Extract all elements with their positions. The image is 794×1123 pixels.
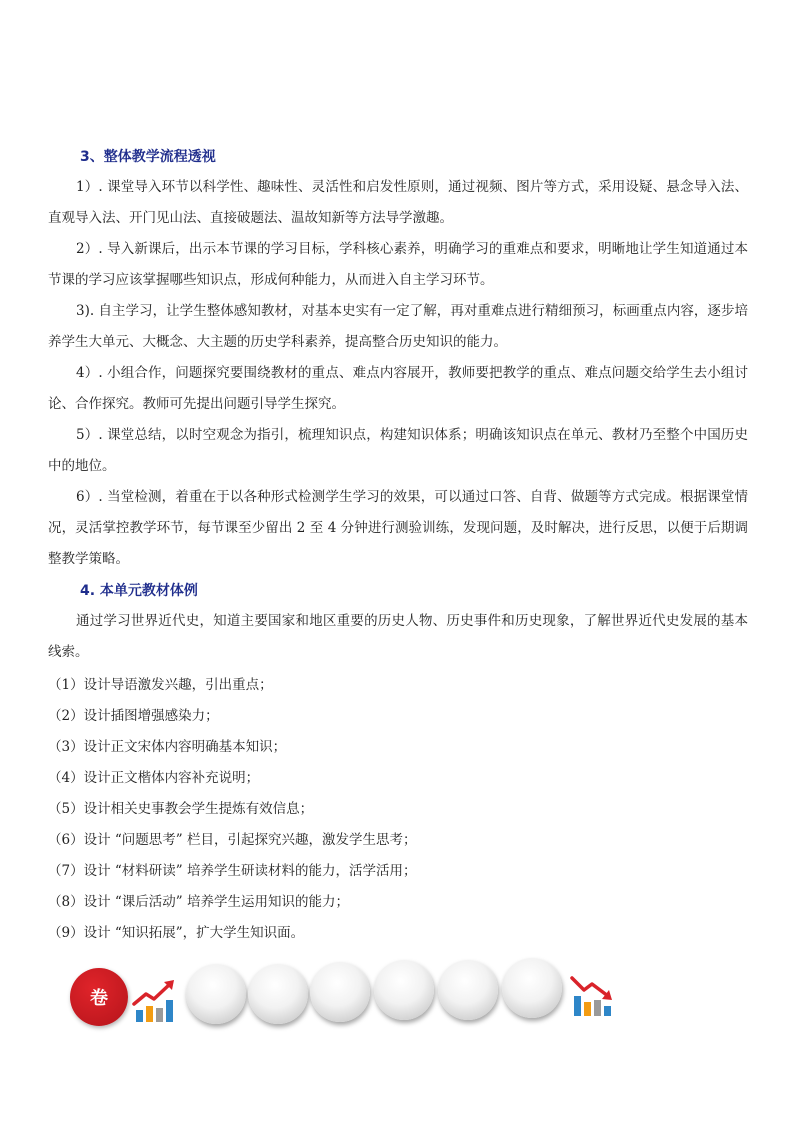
section-3-item-1: 1）. 课堂导入环节以科学性、趣味性、灵活性和启发性原则，通过视频、图片等方式，采用设疑、悬念导入法、直观导入法、开门见山法、直接破题法、温故知新等方法导学激趣。 [48,179,748,226]
section-3-item-6: 6）. 当堂检测，着重在于以各种形式检测学生学习的效果，可以通过口答、自背、做题等方式完成。根据课堂情况，灵活掌控教学环节，每节课至少留出 2 至 4 分钟进行测验训练，发现问题，及时解决，进行反思，以便于后期调整教学策略。 [48,489,748,567]
list-item: （9）设计 “知识拓展”，扩大学生知识面。 [48,925,305,941]
section-4-intro: 通过学习世界近代史，知道主要国家和地区重要的历史人物、历史事件和历史现象，了解世界近代史发展的基本线索。 [48,613,748,660]
trend-up-chart-icon [132,978,180,1026]
decorative-orb [438,960,498,1020]
decorative-banner [68,958,628,1030]
list-item: （5）设计相关史事教会学生提炼有效信息； [48,801,314,817]
decorative-orb [248,964,308,1024]
list-item: （7）设计 “材料研读” 培养学生研读材料的能力，活学活用； [48,863,417,879]
section-3-heading: 3、整体教学流程透视 [80,149,216,165]
list-item: （3）设计正文宋体内容明确基本知识； [48,739,287,755]
section-4-heading: 4. 本单元教材体例 [80,583,198,599]
section-3-item-3: 3). 自主学习，让学生整体感知教材，对基本史实有一定了解，再对重难点进行精细预习，标画重点内容，逐步培养学生大单元、大概念、大主题的历史学科素养，提高整合历史知识的能力。 [48,303,748,350]
list-item: （4）设计正文楷体内容补充说明； [48,770,260,786]
list-item: （2）设计插图增强感染力； [48,708,219,724]
trend-down-chart-icon [570,972,618,1020]
section-3-item-2: 2）. 导入新课后，出示本节课的学习目标，学科核心素养，明确学习的重难点和要求，明晰地让学生知道通过本节课的学习应该掌握哪些知识点，形成何种能力，从而进入自主学习环节。 [48,241,748,288]
decorative-orb [502,958,562,1018]
decorative-orb [310,962,370,1022]
list-item: （6）设计 “问题思考” 栏目，引起探究兴趣，激发学生思考； [48,832,417,848]
section-3-item-5: 5）. 课堂总结，以时空观念为指引，梳理知识点，构建知识体系；明确该知识点在单元、教材乃至整个中国历史中的地位。 [48,427,748,474]
decorative-orb [374,960,434,1020]
list-item: （1）设计导语激发兴趣，引出重点； [48,677,273,693]
decorative-orb [186,964,246,1024]
seal-badge: 卷 [70,968,128,1026]
list-item: （8）设计 “课后活动” 培养学生运用知识的能力； [48,894,349,910]
section-3-item-4: 4）. 小组合作，问题探究要围绕教材的重点、难点内容展开，教师要把教学的重点、难点问题交给学生去小组讨论、合作探究。教师可先提出问题引导学生探究。 [48,365,748,412]
